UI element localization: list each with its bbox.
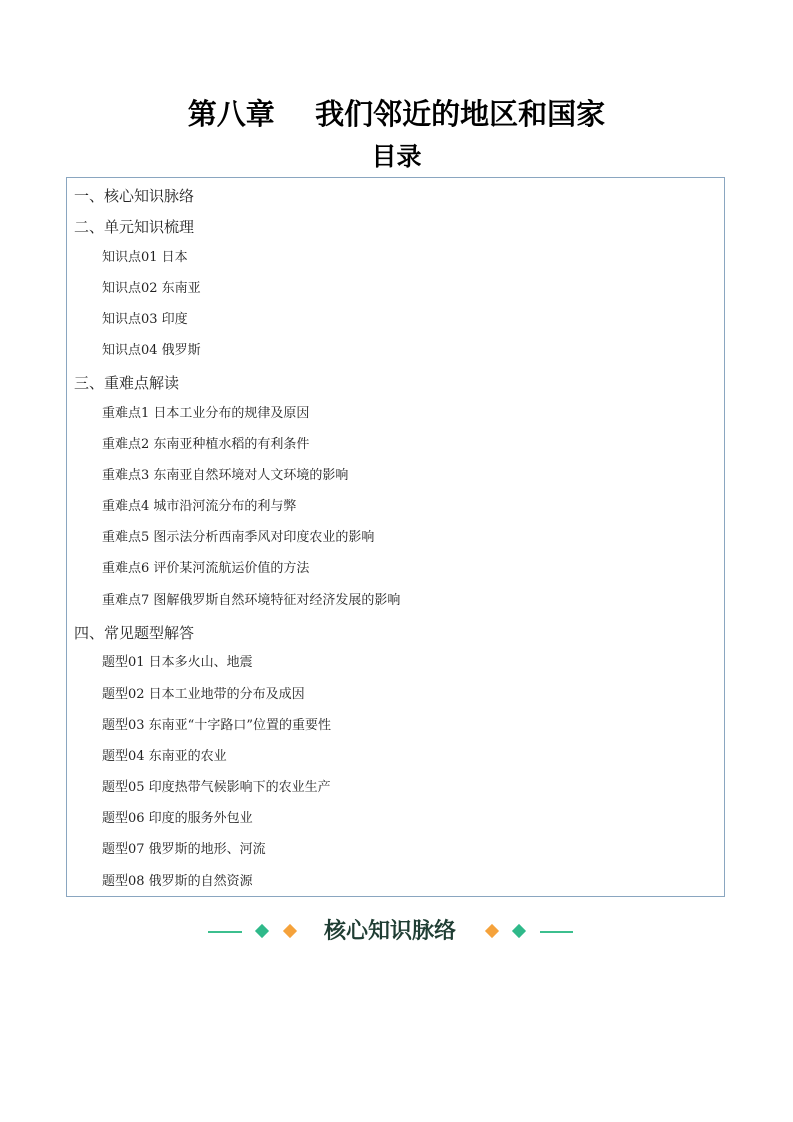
toc-item[interactable]: 重难点4 城市沿河流分布的利与弊 [102, 499, 297, 514]
toc-item[interactable]: 知识点02 东南亚 [102, 281, 201, 296]
table-of-contents [66, 177, 725, 897]
banner-right-line [540, 931, 573, 933]
toc-item[interactable]: 题型01 日本多火山、地震 [102, 655, 253, 670]
toc-item[interactable]: 题型08 俄罗斯的自然资源 [102, 874, 253, 889]
banner-title: 核心知识脉络 [323, 919, 456, 944]
toc-item[interactable]: 重难点3 东南亚自然环境对人文环境的影响 [102, 468, 349, 483]
toc-item[interactable]: 重难点1 日本工业分布的规律及原因 [102, 406, 310, 421]
section-banner [0, 914, 793, 950]
toc-item[interactable]: 知识点03 印度 [102, 312, 188, 327]
toc-section-4[interactable]: 四、常见题型解答 [74, 624, 195, 642]
toc-title: 目录 [371, 142, 422, 171]
toc-section-3[interactable]: 三、重难点解读 [74, 374, 180, 392]
green-diamond-icon [512, 924, 526, 938]
toc-item[interactable]: 重难点2 东南亚种植水稻的有利条件 [102, 437, 310, 452]
orange-diamond-icon [485, 924, 499, 938]
toc-section-2[interactable]: 二、单元知识梳理 [74, 218, 195, 236]
toc-item[interactable]: 题型06 印度的服务外包业 [102, 811, 253, 826]
toc-item[interactable]: 题型05 印度热带气候影响下的农业生产 [102, 780, 331, 795]
toc-item[interactable]: 题型07 俄罗斯的地形、河流 [102, 842, 266, 857]
toc-section-1[interactable]: 一、核心知识脉络 [74, 187, 195, 205]
toc-item[interactable]: 重难点6 评价某河流航运价值的方法 [102, 561, 310, 576]
banner-left-line [208, 931, 242, 933]
toc-item[interactable]: 重难点7 图解俄罗斯自然环境特征对经济发展的影响 [102, 593, 401, 608]
toc-item[interactable]: 题型04 东南亚的农业 [102, 749, 227, 764]
toc-item[interactable]: 重难点5 图示法分析西南季风对印度农业的影响 [102, 530, 375, 545]
chapter-title: 第八章 我们邻近的地区和国家 [187, 97, 606, 131]
toc-item[interactable]: 题型02 日本工业地带的分布及成因 [102, 687, 305, 702]
toc-item[interactable]: 知识点01 日本 [102, 250, 188, 265]
orange-diamond-icon [283, 924, 297, 938]
toc-item[interactable]: 知识点04 俄罗斯 [102, 343, 201, 358]
toc-item[interactable]: 题型03 东南亚“十字路口”位置的重要性 [102, 718, 331, 733]
green-diamond-icon [255, 924, 269, 938]
